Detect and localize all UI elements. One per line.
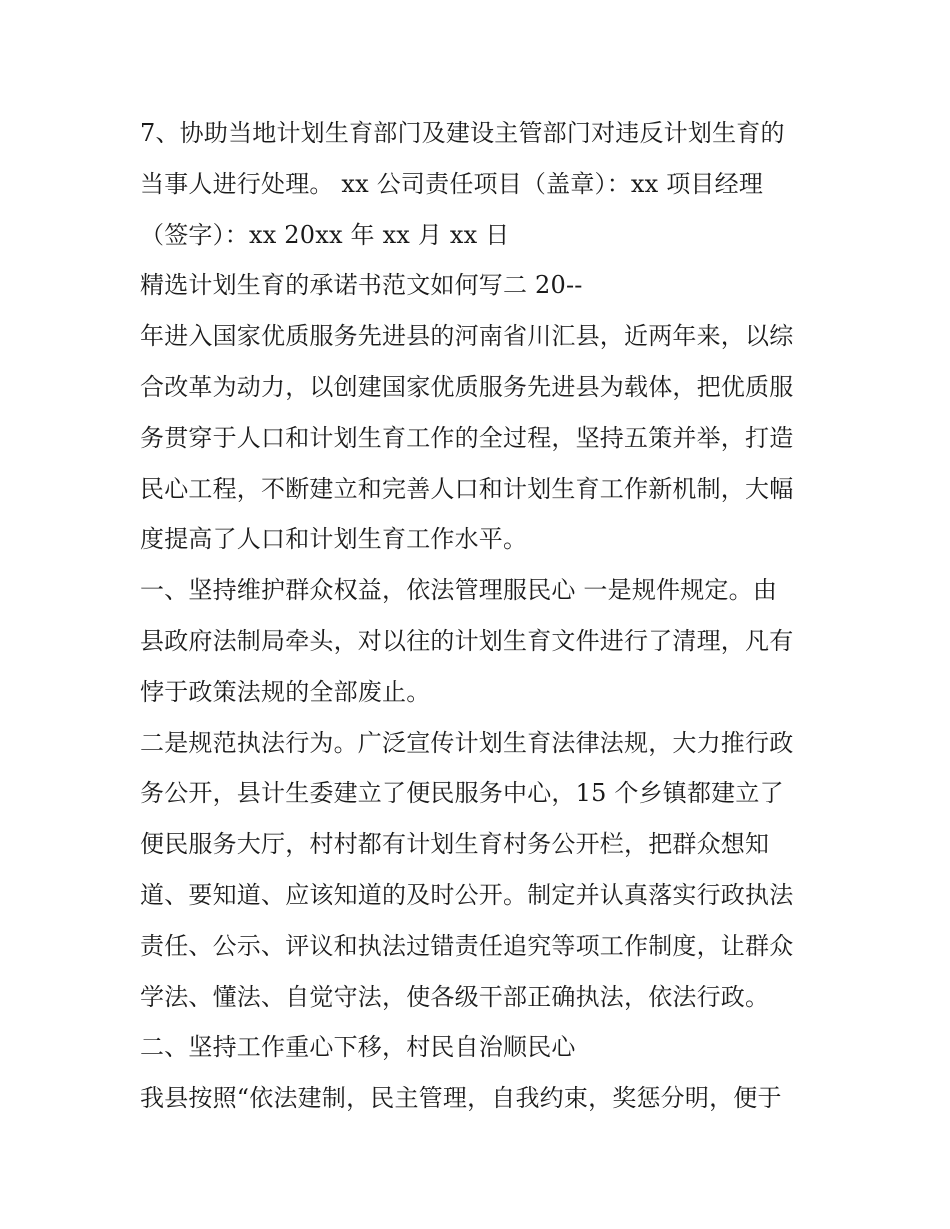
- text-line: 悖于政策法规的全部废止。: [140, 677, 431, 706]
- text-line: 年进入国家优质服务先进县的河南省川汇县，近两年来，以综: [140, 322, 794, 351]
- text-line: 务贯穿于人口和计划生育工作的全过程，坚持五策并举，打造: [140, 423, 794, 452]
- document-body: [140, 108, 820, 1124]
- text-line: 7、协助当地计划生育部门及建设主管部门对违反计划生育的: [140, 119, 785, 147]
- text-line: 务公开，县计生委建立了便民服务中心，15 个乡镇都建立了: [140, 779, 784, 808]
- text-line: 当事人进行处理。 xx 公司责任项目（盖章）：xx 项目经理: [140, 169, 764, 198]
- text-line: 民心工程，不断建立和完善人口和计划生育工作新机制，大幅: [140, 474, 794, 503]
- text-line: 道、要知道、应该知道的及时公开。制定并认真落实行政执法: [140, 880, 794, 909]
- text-line: 便民服务大厅，村村都有计划生育村务公开栏，把群众想知: [140, 830, 770, 859]
- text-line: 度提高了人口和计划生育工作水平。: [140, 525, 528, 554]
- section-heading: 二、坚持工作重心下移，村民自治顺民心: [140, 1033, 576, 1062]
- text-line: 二是规范执法行为。广泛宣传计划生育法律法规，大力推行政: [140, 728, 794, 757]
- section-heading: 精选计划生育的承诺书范文如何写二 20--: [140, 271, 583, 300]
- text-line: （签字）：xx 20xx 年 xx 月 xx 日: [140, 220, 510, 249]
- text-line: 县政府法制局牵头，对以往的计划生育文件进行了清理，凡有: [140, 626, 794, 655]
- text-line: 学法、懂法、自觉守法，使各级干部正确执法，依法行政。: [140, 982, 770, 1011]
- text-line: 我县按照“依法建制，民主管理，自我约束，奖惩分明，便于: [140, 1084, 782, 1113]
- text-line: 合改革为动力，以创建国家优质服务先进县为载体，把优质服: [140, 372, 794, 401]
- text-line: 责任、公示、评议和执法过错责任追究等项工作制度，让群众: [140, 931, 794, 960]
- text-line: 一、坚持维护群众权益，依法管理服民心 一是规件规定。由: [140, 576, 778, 605]
